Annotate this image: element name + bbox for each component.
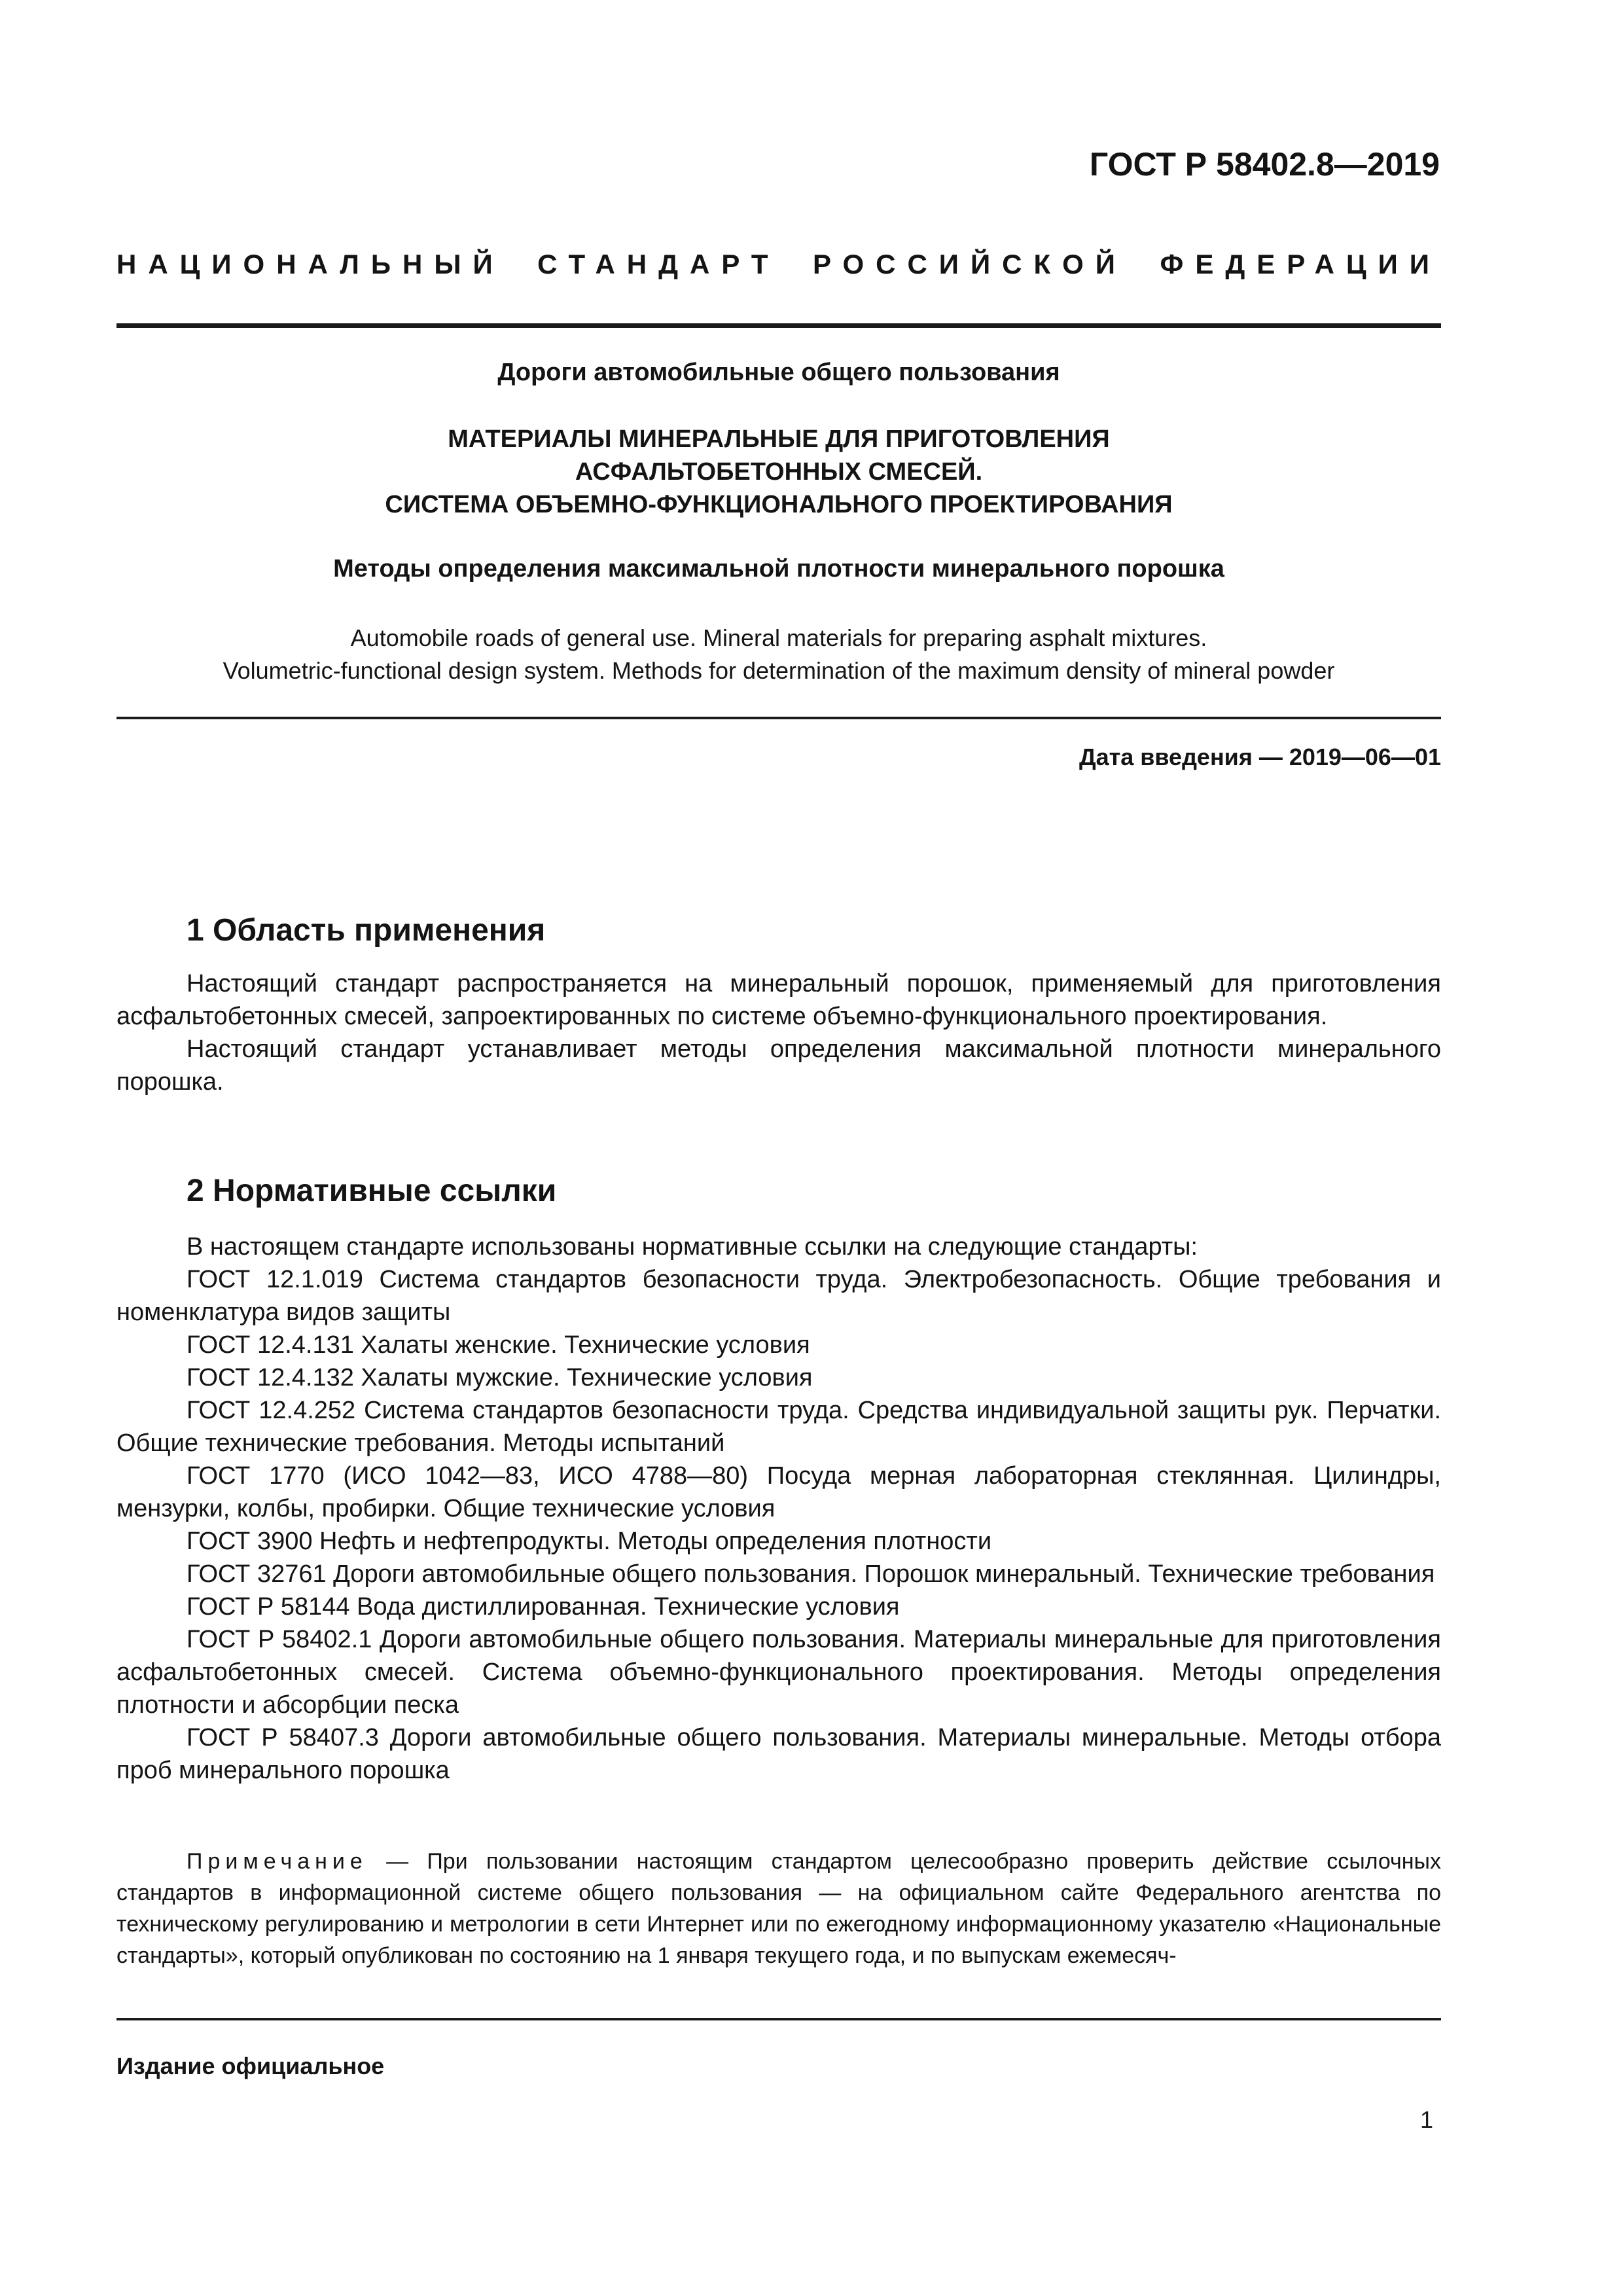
- main-title: [116, 423, 1441, 521]
- section-1-heading: 1 Область применения: [187, 913, 546, 948]
- main-title-line: СИСТЕМА ОБЪЕМНО-ФУНКЦИОНАЛЬНОГО ПРОЕКТИРОВАНИЯ: [385, 491, 1173, 518]
- reference-item: ГОСТ 32761 Дороги автомобильные общего пользования. Порошок минеральный. Технические требования: [187, 1560, 1435, 1588]
- reference-item: ГОСТ 1770 (ИСО 1042—83, ИСО 4788—80) Посуда мерная лабораторная стеклянная. Цилиндры, мензурки, колбы, пробирки. Общие технические условия: [116, 1462, 1441, 1522]
- paragraph: Настоящий стандарт распространяется на минеральный порошок, применяемый для приготовления асфальтобетонных смесей, запроектированных по системе объемно-функционального проектирования.: [116, 970, 1441, 1030]
- english-title-line: Automobile roads of general use. Mineral materials for preparing asphalt mixtures.: [350, 624, 1207, 651]
- gost-code: ГОСТ Р 58402.8—2019: [1089, 146, 1440, 183]
- footer-divider: [116, 2018, 1441, 2020]
- title-divider: [116, 717, 1441, 719]
- header-divider: [116, 323, 1441, 328]
- english-title-line: Volumetric-functional design system. Methods for determination of the maximum density of mineral powder: [223, 657, 1335, 684]
- main-title-line: МАТЕРИАЛЫ МИНЕРАЛЬНЫЕ ДЛЯ ПРИГОТОВЛЕНИЯ: [448, 425, 1110, 453]
- section-2-heading: 2 Нормативные ссылки: [187, 1174, 557, 1208]
- main-title-line: АСФАЛЬТОБЕТОННЫХ СМЕСЕЙ.: [575, 458, 983, 486]
- paragraph: Настоящий стандарт устанавливает методы определения максимальной плотности минерального порошка.: [116, 1035, 1441, 1096]
- english-title: [116, 622, 1441, 687]
- section-1-body: [116, 967, 1441, 1098]
- note-text: — При пользовании настоящим стандартом целесообразно проверить действие ссылочных стандартов в информационной системе общего пользования — на официальном сайте Федерального агентства по техническому регулированию и метрологии в сети Интернет или по ежегодному информационному указателю «Национальные стандарты», который опубликован по состоянию на 1 января текущего года, и по выпускам ежемесяч-: [116, 1849, 1441, 1968]
- reference-item: ГОСТ 12.4.132 Халаты мужские. Технические условия: [187, 1364, 813, 1391]
- methods-title: Методы определения максимальной плотности минерального порошка: [333, 555, 1224, 583]
- introduction-date: Дата введения — 2019—06—01: [1079, 744, 1441, 770]
- reference-item: ГОСТ Р 58402.1 Дороги автомобильные общего пользования. Материалы минеральные для приготовления асфальтобетонных смесей. Система объемно-функционального проектирования. Методы определения плотности и абсорбции песка: [116, 1626, 1441, 1719]
- reference-item: ГОСТ 12.4.252 Система стандартов безопасности труда. Средства индивидуальной защиты рук. Перчатки. Общие технические требования. Методы испытаний: [116, 1397, 1441, 1457]
- note-label: Примечание: [187, 1849, 368, 1874]
- page-number: 1: [1419, 2106, 1433, 2133]
- reference-item: ГОСТ Р 58407.3 Дороги автомобильные общего пользования. Материалы минеральные. Методы отбора проб минерального порошка: [116, 1724, 1441, 1784]
- section-2-body: [116, 1230, 1441, 1787]
- reference-item: ГОСТ 12.1.019 Система стандартов безопасности труда. Электробезопасность. Общие требования и номенклатура видов защиты: [116, 1266, 1441, 1326]
- reference-item: ГОСТ 12.4.131 Халаты женские. Технические условия: [187, 1331, 810, 1359]
- edition-label: Издание официальное: [116, 2053, 385, 2079]
- reference-item: ГОСТ 3900 Нефть и нефтепродукты. Методы определения плотности: [187, 1528, 992, 1555]
- road-title: Дороги автомобильные общего пользования: [497, 359, 1060, 386]
- note: [116, 1846, 1441, 1971]
- reference-item: ГОСТ Р 58144 Вода дистиллированная. Технические условия: [187, 1593, 900, 1621]
- paragraph: В настоящем стандарте использованы нормативные ссылки на следующие стандарты:: [187, 1233, 1198, 1261]
- national-standard-banner: НАЦИОНАЛЬНЫЙ СТАНДАРТ РОССИЙСКОЙ ФЕДЕРАЦИИ: [116, 249, 1441, 279]
